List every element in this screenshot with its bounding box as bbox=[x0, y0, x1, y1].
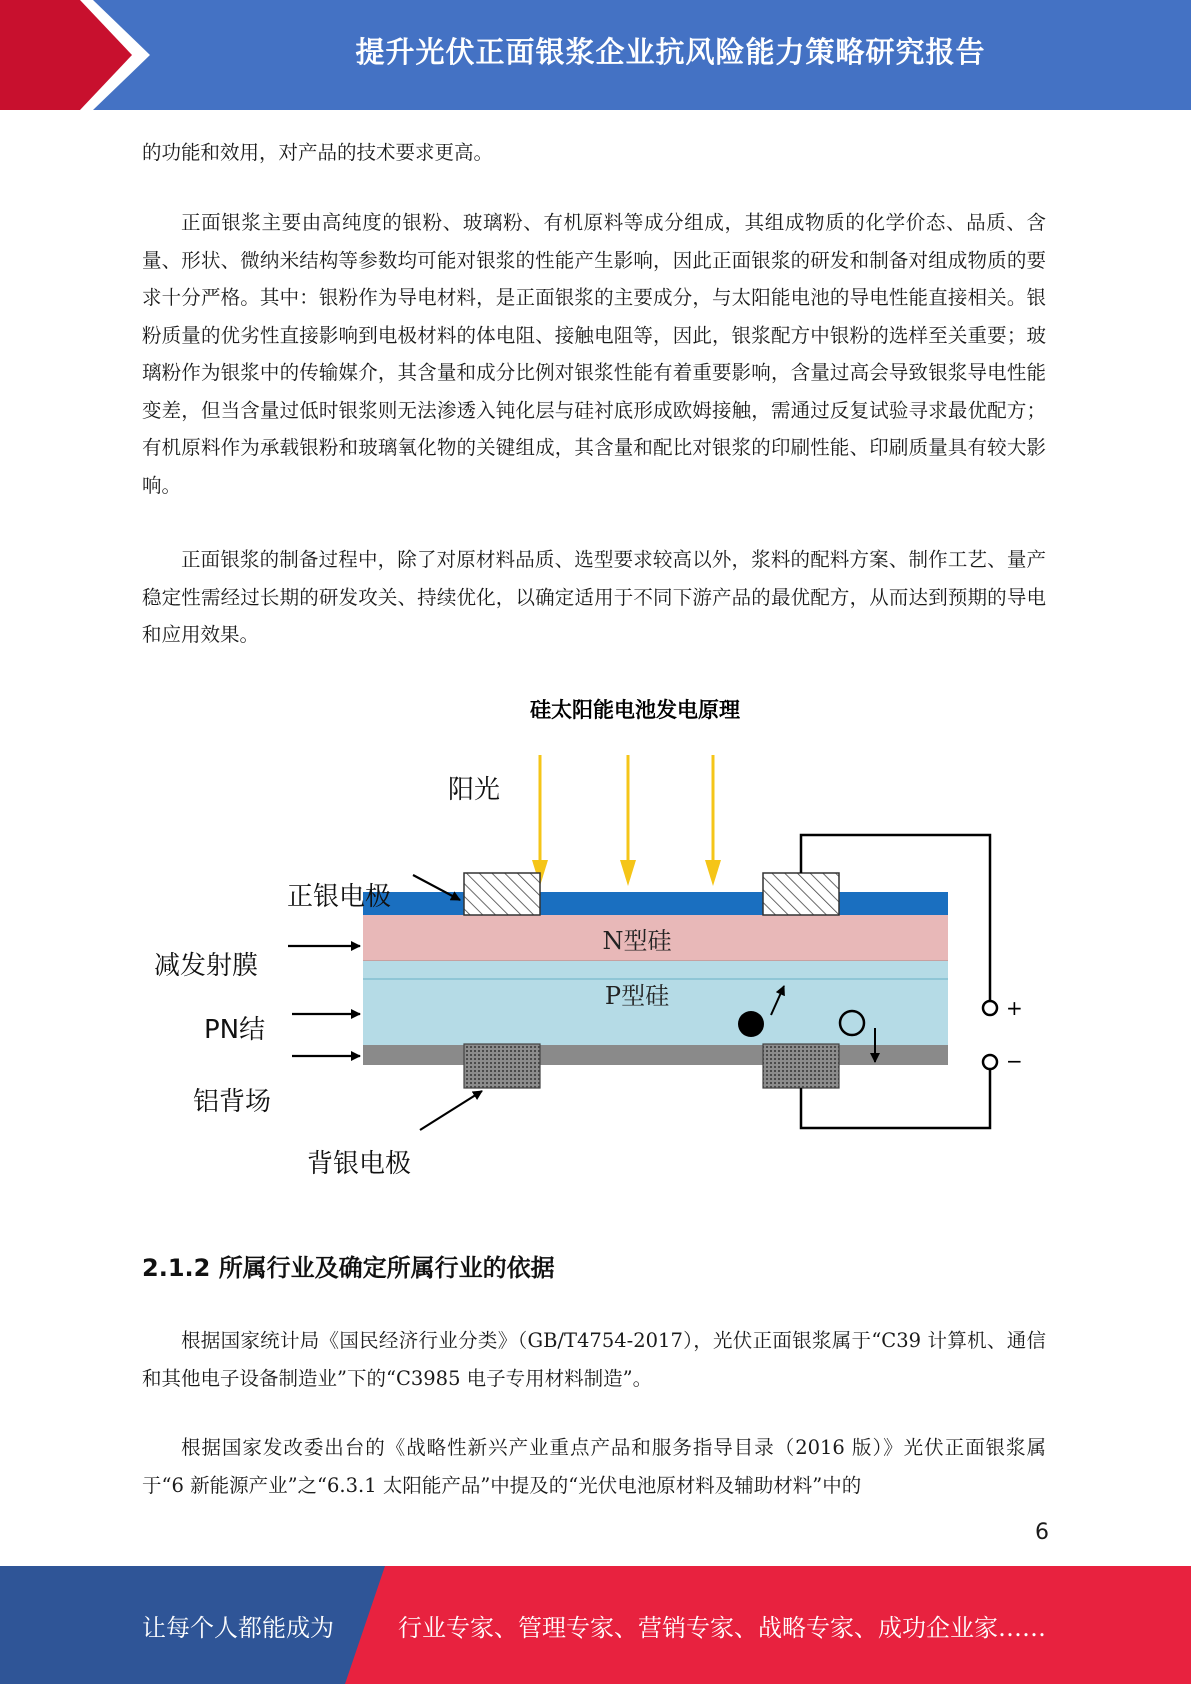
paragraph-continuation: 的功能和效用，对产品的技术要求更高。 bbox=[142, 141, 494, 164]
solar-cell-diagram bbox=[130, 690, 1060, 1210]
header-banner bbox=[0, 0, 1191, 110]
front-electrode-label: 正银电极 bbox=[287, 882, 392, 912]
page-number: 6 bbox=[1035, 1520, 1049, 1545]
sunlight-arrows bbox=[532, 755, 721, 886]
header-arrow-icon bbox=[0, 0, 150, 110]
back-electrode-left bbox=[464, 1044, 540, 1088]
pn-junction-label: PN结 bbox=[204, 1015, 266, 1045]
antireflection-label: 减发射膜 bbox=[154, 951, 259, 981]
minus-terminal-label: − bbox=[1006, 1049, 1023, 1073]
plus-terminal-label: + bbox=[1006, 996, 1023, 1020]
paragraph-industry-classification: 根据国家统计局《国民经济行业分类》（GB/T4754-2017），光伏正面银浆属于“C39 计算机、通信和其他电子设备制造业”下的“C3985 电子专用材料制造”。 bbox=[142, 1329, 1046, 1390]
back-electrode-pointer bbox=[420, 1091, 482, 1130]
back-electrode-right bbox=[763, 1044, 839, 1088]
aluminum-back-field bbox=[363, 1045, 948, 1065]
front-electrode-right bbox=[763, 873, 839, 915]
aluminum-field-label: 铝背场 bbox=[193, 1087, 272, 1117]
paragraph-strategic-catalog: 根据国家发改委出台的《战略性新兴产业重点产品和服务指导目录（2016 版）》光伏正面银浆属于“6 新能源产业”之“6.3.1 太阳能产品”中提及的“光伏电池原材料及辅助材料”中的 bbox=[142, 1436, 1046, 1497]
footer-slogan-right: 行业专家、管理专家、营销专家、战略专家、成功企业家…… bbox=[398, 1613, 1046, 1642]
n-silicon-label: N型硅 bbox=[602, 927, 672, 955]
paragraph-composition: 正面银浆主要由高纯度的银粉、玻璃粉、有机原料等成分组成，其组成物质的化学价态、品质、含量、形状、微纳米结构等参数均可能对银浆的性能产生影响，因此正面银浆的研发和制备对组成物质的要求十分严格。其中：银粉作为导电材料，是正面银浆的主要成分，与太阳能电池的导电性能直接相关。银粉质量的优劣性直接影响到电极材料的体电阻、接触电阻等，因此，银浆配方中银粉的选样至关重要；玻璃粉作为银浆中的传输媒介，其含量和成分比例对银浆性能有着重要影响，含量过高会导致银浆导电性能变差，但当含量过低时银浆则无法渗透入钝化层与硅衬底形成欧姆接触，需通过反复试验寻求最优配方；有机原料作为承载银粉和玻璃氧化物的关键组成，其含量和配比对银浆的印刷性能、印刷质量具有较大影响。 bbox=[142, 211, 1046, 497]
paragraph-preparation: 正面银浆的制备过程中，除了对原材料品质、选型要求较高以外，浆料的配料方案、制作工艺、量产稳定性需经过长期的研发攻关、持续优化，以确定适用于不同下游产品的最优配方，从而达到预期的导电和应用效果。 bbox=[142, 548, 1046, 646]
figure-title: 硅太阳能电池发电原理 bbox=[530, 698, 740, 722]
front-electrode-left bbox=[464, 873, 540, 915]
footer-banner bbox=[0, 1566, 1191, 1684]
sunlight-label: 阳光 bbox=[448, 775, 501, 805]
solar-cell-diagram-svg bbox=[130, 690, 1060, 1210]
header-title: 提升光伏正面银浆企业抗风险能力策略研究报告 bbox=[355, 34, 986, 69]
back-electrode-label: 背银电极 bbox=[307, 1149, 412, 1179]
footer-slogan-left: 让每个人都能成为 bbox=[142, 1613, 334, 1642]
electron-icon bbox=[738, 1011, 764, 1037]
section-heading: 2.1.2 所属行业及确定所属行业的依据 bbox=[142, 1254, 555, 1282]
p-silicon-label: P型硅 bbox=[604, 982, 670, 1010]
